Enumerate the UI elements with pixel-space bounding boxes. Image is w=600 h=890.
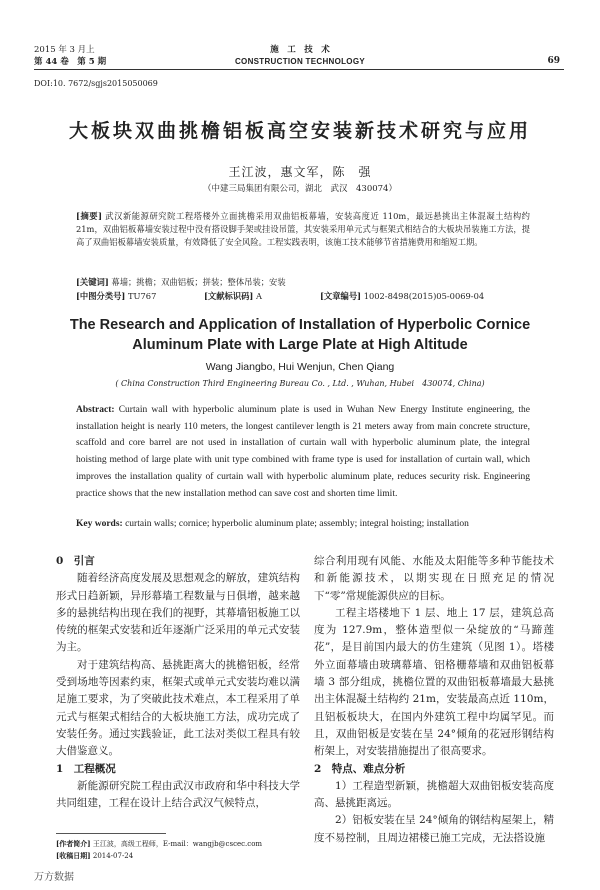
- paragraph: 综合利用现有风能、水能及太阳能等多种节能技术和新能源技术，以期实现在日照充足的情况下“零”常规能源供应的目标。: [314, 555, 554, 602]
- journal-name-cn: 施 工 技 术: [270, 45, 330, 55]
- header-divider: [34, 69, 564, 70]
- doc-code: [文献标识码] A: [204, 291, 262, 301]
- abstract-en: [76, 402, 530, 502]
- footer-watermark: 万方数据: [34, 872, 74, 883]
- section-heading-intro: 0 引言: [56, 555, 95, 567]
- abstract-en-label: Abstract:: [76, 405, 115, 415]
- footnote-received: [收稿日期] 2014-07-24: [56, 851, 134, 860]
- affiliation-en: ( China Construction Third Engineering Bureau Co. , Ltd. , Wuhan, Hubei 430074, China): [115, 379, 485, 388]
- paragraph: 1）工程造型新颖，挑檐超大双曲铝板安装高度高、悬挑距离远。: [314, 779, 554, 810]
- authors-cn: 王江波，惠文军，陈 强: [228, 165, 372, 179]
- journal-name-en: CONSTRUCTION TECHNOLOGY: [234, 57, 365, 66]
- body-left-column: [56, 553, 300, 812]
- keywords-cn-label: [关键词]: [76, 277, 109, 287]
- header-date: 2015 年 3 月上: [34, 45, 95, 55]
- footnote-divider: [56, 833, 166, 834]
- keywords-en-label: Key words:: [76, 519, 123, 529]
- section-heading-features: 2 特点、难点分析: [314, 762, 406, 775]
- footnote-author: [作者简介] 王江波，高级工程师，E-mail：wangjb@cscec.com: [56, 839, 263, 848]
- footnote: [56, 838, 306, 862]
- header-journal: [200, 44, 400, 68]
- paragraph: 新能源研究院工程由武汉市政府和华中科技大学共同组建，工程在设计上结合武汉气候特点，: [56, 779, 300, 810]
- keywords-en: [76, 519, 530, 529]
- paragraph: 2）铝板安装在呈 24°倾角的钢结构屋架上，精度不易控制，且周边裙楼已施工完成，无法搭设施: [314, 814, 554, 844]
- keywords-cn-text: 幕墙；挑檐；双曲铝板；拼装；整体吊装；安装: [111, 277, 286, 287]
- abstract-cn-text: 武汉新能源研究院工程塔楼外立面挑檐采用双曲铝板幕墙，安装高度近 110m，最远悬挑出主体混凝土结构约 21m，双曲铝板幕墙安装过程中没有搭设脚手架或挂设吊篮，其安装采用单元式与框架式相结合的大板块吊装施工方法，提高了双曲铝板幕墙安装质量，有效降低了安全风险。工程实践表明，该施工技术能够节省措施费用和缩短工期。: [76, 211, 530, 247]
- keywords-en-text: curtain walls; cornice; hyperbolic aluminum plate; assembly; integral hoisting; installation: [125, 519, 469, 529]
- header-issue-info: [34, 44, 106, 68]
- header-volume: 第 44 卷 第 5 期: [34, 57, 107, 67]
- clc-number: [中图分类号] TU767: [76, 291, 157, 301]
- section-heading-overview: 1 工程概况: [56, 762, 116, 775]
- paragraph: 工程主塔楼地下 1 层、地上 17 层，建筑总高度为 127.9m，整体造型似一朵绽放的“马蹄莲花”，是目前国内最大的仿生建筑（见图 1）。塔楼外立面幕墙由玻璃幕墙、铝格栅幕墙和双曲铝板幕墙 3 部分组成，挑檐位置的双曲铝板幕墙最大悬挑出主体混凝土结构约 21m，安装最高点近 110m，且铝板板块大，在国内外建筑工程中均属罕见。而且，双曲铝板是安装在呈 24°倾角的花冠形钢结构桁架上，对安装措施提出了很高要求。: [314, 606, 554, 758]
- body-right-column: [314, 553, 554, 847]
- keywords-cn: [76, 276, 530, 288]
- doi[interactable]: DOI:10. 7672/sgjs2015050069: [34, 79, 158, 88]
- abstract-cn: [76, 210, 530, 249]
- title-cn: 大板块双曲挑檐铝板高空安装新技术研究与应用: [68, 120, 531, 142]
- paragraph: 随着经济高度发展及思想观念的解放，建筑结构形式日趋新颖，异形幕墙工程数量与日俱增，越来越多的悬挑结构出现在我们的视野，其幕墙铝板施工以传统的框架式安装和近年逐渐广泛采用的单元式安装为主。: [56, 572, 300, 654]
- authors-en: Wang Jiangbo, Hui Wenjun, Chen Qiang: [205, 361, 395, 373]
- page-number: 69: [547, 56, 560, 66]
- affiliation-cn: （中建三局集团有限公司，湖北 武汉 430074）: [203, 184, 397, 194]
- title-en: The Research and Application of Installation of Hyperbolic Cornice Aluminum Plate with Large Plate at High Altitude: [69, 317, 531, 353]
- article-number: [文章编号] 1002-8498(2015)05-0069-04: [320, 291, 485, 301]
- paragraph: 对于建筑结构高、悬挑距离大的挑檐铝板，经常受到场地等因素约束，框架式或单元式安装均难以满足施工要求，为了突破此技术难点，本工程采用了单元式与框架式相结合的大板块施工方法，成功完成了安装任务。通过实践验证，此工法对类似工程具有较大借鉴意义。: [56, 658, 300, 758]
- abstract-cn-label: [摘要]: [76, 211, 103, 221]
- abstract-en-text: Curtain wall with hyperbolic aluminum plate is used in Wuhan New Energy Institute engineering, the installation height is nearly 110 meters, the longest cantilever length is 21 meters away from main concrete structure, scaffold and core barrel are not used in installation of curtain wall with hyperbolic aluminum plate, the integral hoisting method of large plate with unit type combined with frame type is used for installation of curtain wall, which improves the installation quality of curtain wall with hyperbolic aluminum plate, reduces security risk. Engineering practice shows that the new installation method can save cost and shorten time limit.: [76, 405, 531, 499]
